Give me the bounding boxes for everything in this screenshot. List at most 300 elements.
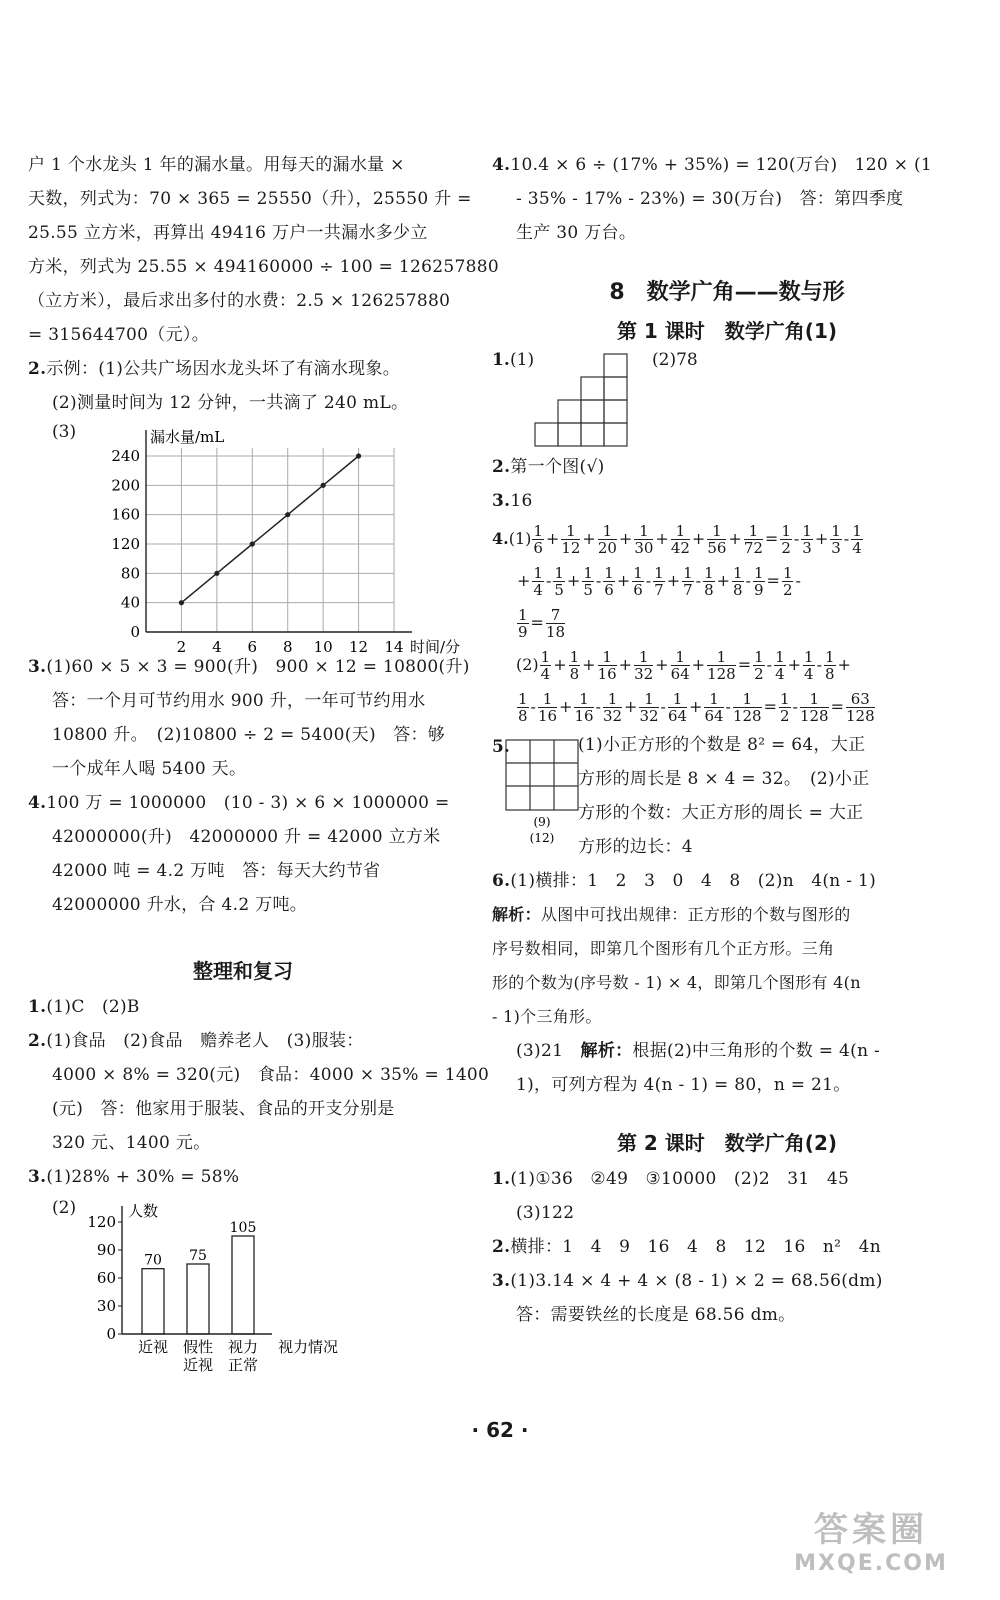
numerator: 7: [546, 607, 565, 624]
operator: +: [837, 655, 851, 674]
data-label: 75: [189, 1248, 207, 1264]
denominator: 7: [654, 581, 664, 599]
data-point: [285, 512, 290, 517]
text: 10.4 × 6 ÷ (17% + 35%) = 120(万台) 120 × (1: [510, 155, 933, 175]
fraction: [682, 565, 694, 598]
y-tick-label: 30: [96, 1297, 116, 1315]
line-chart-figure: [28, 420, 461, 656]
operator: +: [566, 571, 581, 590]
part-label: (1): [510, 350, 535, 370]
denominator: 128: [707, 665, 736, 683]
fraction: [671, 649, 690, 682]
text-line: 户 1 个水龙头 1 年的漏水量。用每天的漏水量 ×: [28, 155, 405, 175]
numerator: 1: [533, 522, 543, 540]
numerator: 1: [603, 691, 622, 708]
denominator: 2: [754, 665, 764, 683]
text: (1)食品 (2)食品 赡养老人 (3)服装：: [46, 1031, 364, 1051]
page-number: · 62 ·: [471, 1418, 529, 1442]
lesson1-question-2: [492, 450, 962, 484]
text: (1)①36 ②49 ③10000 (2)2 31 45: [510, 1169, 850, 1189]
text-line: 方米，列式为 25.55 × 494160000 ÷ 100 = 126257880: [28, 257, 499, 277]
analysis-label: 解析：: [492, 905, 541, 924]
denominator: 12: [561, 539, 581, 557]
denominator: 5: [554, 581, 564, 599]
denominator: 32: [639, 707, 659, 725]
y-tick-label: 90: [96, 1241, 116, 1259]
numerator: 1: [598, 649, 617, 666]
left-column: [28, 148, 499, 1384]
fraction: [598, 523, 617, 556]
numerator: 1: [831, 522, 841, 540]
denominator: 16: [574, 707, 594, 725]
numerator: 1: [540, 648, 551, 666]
text-line: (1)小正方形的个数是 8² = 64，大正: [578, 735, 866, 755]
operator: -: [795, 571, 801, 590]
fraction: [634, 523, 653, 556]
denominator: 128: [732, 707, 762, 725]
denominator: 9: [753, 581, 764, 599]
operator: -: [816, 655, 822, 674]
numerator: 1: [633, 564, 643, 582]
operator: -: [843, 529, 850, 548]
text: (1)60 × 5 × 3 = 900(升) 900 × 12 = 10800(升): [46, 657, 470, 677]
fraction: [800, 691, 829, 724]
text-line: 10800 升。 (2)10800 ÷ 2 = 5400(天) 答：够: [52, 725, 446, 745]
numerator: 1: [800, 691, 829, 708]
text-line: (3)122: [516, 1203, 575, 1223]
denominator: 2: [782, 581, 793, 599]
data-label: 70: [144, 1252, 162, 1269]
denominator: 20: [597, 539, 617, 557]
operator: -: [545, 571, 552, 590]
fraction: [704, 691, 723, 724]
series-line: [181, 456, 358, 603]
operator: -: [695, 571, 702, 590]
part-label: (1): [508, 529, 532, 548]
operator: +: [666, 571, 681, 590]
fraction: [532, 565, 544, 598]
text-line: [492, 898, 962, 932]
question-number: 6.: [492, 871, 511, 891]
denominator: 64: [667, 707, 688, 725]
text-line: 25.55 立方米，再算出 49416 万户一共漏水多少立: [28, 223, 428, 243]
fraction: [553, 565, 565, 598]
denominator: 8: [824, 665, 835, 683]
text-line: (2)测量时间为 12 分钟，一共滴了 240 mL。: [52, 393, 409, 413]
y-tick-label: 40: [120, 593, 140, 612]
review-question-1: [28, 990, 458, 1024]
line-chart: [28, 420, 461, 656]
lesson1-question-3: [492, 484, 962, 518]
operator: =: [830, 697, 844, 716]
operator: -: [766, 655, 773, 674]
question-number: 1.: [492, 350, 510, 370]
denominator: 6: [604, 581, 614, 599]
fraction: [780, 523, 792, 556]
y-tick-label: 80: [120, 564, 140, 583]
fraction: [653, 565, 665, 598]
fraction: [582, 565, 594, 598]
numerator: 1: [754, 648, 764, 666]
denominator: 4: [533, 581, 543, 599]
fraction: [744, 523, 763, 556]
denominator: 56: [707, 539, 727, 557]
operator: +: [553, 655, 567, 674]
question-number: 3.: [28, 657, 47, 677]
fraction-equations: [492, 518, 962, 728]
numerator: 1: [704, 691, 723, 708]
denominator: 128: [846, 707, 875, 725]
fraction: [634, 649, 653, 682]
question-number: 3.: [28, 1167, 47, 1187]
numerator: 1: [782, 564, 793, 582]
data-point: [179, 600, 184, 605]
denominator: 4: [775, 665, 785, 683]
x-tick-label: 6: [247, 638, 258, 656]
category-label: 假性: [182, 1338, 214, 1356]
operator: -: [595, 571, 602, 590]
part-label: (2): [516, 655, 539, 674]
lesson1-question-1: [492, 350, 962, 450]
numerator: 1: [802, 522, 812, 540]
denominator: 42: [670, 539, 690, 557]
text-line: (元) 答：他家用于服装、食品的开支分别是: [52, 1099, 395, 1119]
bar: [187, 1264, 209, 1334]
y-tick-label: 60: [96, 1269, 116, 1287]
review-question-2: [28, 1024, 458, 1058]
denominator: 32: [634, 665, 654, 683]
denominator: 64: [704, 707, 724, 725]
numerator: 1: [639, 691, 658, 708]
y-tick-label: 120: [87, 1213, 116, 1231]
text: 从图中可找出规律：正方形的个数与图形的: [540, 905, 851, 924]
fraction: [538, 691, 557, 724]
denominator: 18: [545, 623, 566, 641]
fraction: [733, 691, 762, 724]
text-line: 生产 30 万台。: [516, 223, 637, 243]
lesson-title: 第 1 课时 数学广角(1): [616, 319, 838, 343]
fraction: [639, 691, 658, 724]
figure-label: (9): [533, 815, 551, 829]
operator: +: [559, 697, 573, 716]
denominator: 8: [733, 581, 743, 599]
text-line: 答：需要铁丝的长度是 68.56 dm。: [516, 1305, 796, 1325]
text: (1)横排：1 2 3 0 4 8 (2)n 4(n - 1): [510, 871, 877, 891]
answer-text: (2)78: [652, 350, 698, 370]
fraction: [803, 649, 815, 682]
fraction: [598, 649, 617, 682]
denominator: 16: [597, 665, 617, 683]
text: (1)3.14 × 4 + 4 × (8 - 1) × 2 = 68.56(dm): [510, 1271, 883, 1291]
numerator: 1: [533, 564, 543, 582]
fraction: [517, 691, 529, 724]
question-number: 3.: [492, 491, 511, 511]
fraction-row: [492, 644, 962, 686]
text-line: 答：一个月可节约用水 900 升，一年可节约用水: [52, 691, 426, 711]
operator: +: [582, 529, 596, 548]
x-tick-label: 14: [384, 638, 404, 656]
fraction-row: [492, 518, 962, 560]
x-tick-label: 10: [313, 638, 333, 656]
question-number: 4.: [492, 155, 511, 175]
operator: -: [530, 697, 536, 716]
bar: [232, 1236, 254, 1334]
text: 第一个图(√): [510, 457, 605, 477]
numerator: 1: [704, 564, 714, 582]
data-label: 105: [229, 1220, 257, 1236]
operator: +: [691, 655, 706, 674]
text-line: 42000000(升) 42000000 升 = 42000 立方米: [52, 827, 441, 847]
denominator: 6: [633, 581, 643, 599]
text: (1)C (2)B: [46, 997, 140, 1017]
question-4: [28, 786, 458, 820]
y-tick-label: 160: [111, 505, 140, 524]
numerator: 1: [518, 690, 528, 708]
fraction-row: [492, 686, 962, 728]
fraction: [569, 649, 581, 682]
denominator: 72: [743, 539, 763, 557]
y-axis-label: 漏水量/mL: [150, 428, 225, 446]
text: 横排：1 4 9 16 4 8 12 16 n² 4n: [510, 1237, 881, 1257]
denominator: 3: [831, 539, 841, 557]
text-line: （立方米），最后求出多付的水费：2.5 × 126257880: [28, 291, 451, 311]
operator: +: [691, 529, 706, 548]
fraction: [846, 691, 875, 724]
question-number: 4.: [492, 529, 509, 548]
text-line: 42000000 升水，合 4.2 万吨。: [52, 895, 308, 915]
denominator: 64: [670, 665, 690, 683]
numerator: 1: [733, 564, 743, 582]
category-label: 正常: [227, 1356, 259, 1374]
fraction: [540, 649, 552, 682]
fraction: [603, 691, 622, 724]
fraction: [782, 565, 794, 598]
fraction: [603, 565, 615, 598]
operator: -: [792, 697, 798, 716]
text-line: 一个成年人喝 5400 天。: [52, 759, 247, 779]
data-point: [214, 571, 219, 576]
text-line: 方形的边长：4: [578, 837, 693, 857]
fraction: [779, 691, 791, 724]
text-line: = 315644700（元）。: [28, 325, 209, 345]
fraction: [671, 523, 690, 556]
denominator: 8: [569, 665, 580, 683]
numerator: 63: [846, 691, 875, 708]
fraction: [517, 607, 529, 640]
operator: -: [793, 529, 800, 548]
numerator: 1: [604, 564, 614, 582]
text-line: 320 元、1400 元。: [52, 1133, 211, 1153]
text-line: 4000 × 8% = 320(元) 食品：4000 × 35% = 1400: [52, 1065, 490, 1085]
denominator: 4: [540, 665, 551, 683]
operator: +: [814, 529, 829, 548]
fraction: [753, 565, 765, 598]
fraction: [824, 649, 836, 682]
text: (1)28% + 30% = 58%: [46, 1167, 240, 1187]
operator: +: [624, 697, 638, 716]
numerator: 1: [574, 691, 593, 708]
operator: +: [616, 571, 631, 590]
operator: +: [582, 655, 596, 674]
x-axis-label: 视力情况: [278, 1338, 339, 1356]
numerator: 1: [707, 649, 736, 666]
fraction-row: [492, 560, 962, 602]
question-number: 2.: [28, 1031, 47, 1051]
fraction: [707, 649, 736, 682]
fraction: [830, 523, 842, 556]
operator: =: [764, 529, 779, 548]
operator: -: [660, 697, 666, 716]
numerator: 1: [668, 691, 687, 708]
category-label: 视力: [227, 1338, 259, 1356]
numerator: 1: [744, 523, 763, 540]
operator: -: [725, 697, 731, 716]
question-number: 5.: [492, 737, 510, 757]
operator: -: [645, 571, 652, 590]
staircase-figure: [536, 350, 646, 450]
watermark-text: MXQE.COM: [794, 1551, 948, 1576]
operator: =: [763, 697, 777, 716]
operator: =: [737, 655, 752, 674]
part-label: (2): [52, 1198, 77, 1218]
numerator: 1: [583, 564, 593, 582]
y-tick-label: 240: [111, 447, 140, 465]
fraction: [801, 523, 813, 556]
text-line: - 1)个三角形。: [492, 1007, 602, 1026]
operator: +: [517, 571, 531, 590]
text-line: [492, 1034, 962, 1068]
denominator: 8: [704, 581, 714, 599]
y-axis-label: 人数: [128, 1202, 159, 1220]
y-tick-label: 200: [111, 476, 140, 495]
operator: +: [655, 655, 669, 674]
right-column: [492, 148, 962, 1332]
denominator: 30: [634, 539, 654, 557]
denominator: 4: [804, 665, 814, 683]
operator: +: [689, 697, 703, 716]
fraction: [732, 565, 744, 598]
numerator: 1: [852, 522, 862, 540]
numerator: 1: [671, 523, 690, 540]
bar: [142, 1269, 164, 1334]
numerator: 1: [561, 523, 580, 540]
question-number: 2.: [492, 1237, 511, 1257]
text-line: 序号数相同，即第几个图形有几个正方形。三角: [492, 939, 835, 958]
text: 16: [510, 491, 533, 511]
denominator: 8: [518, 707, 528, 725]
numerator: 1: [781, 522, 791, 540]
figure-label: (12): [529, 831, 555, 845]
lesson2-question-2: [492, 1230, 962, 1264]
denominator: 2: [781, 539, 791, 557]
text: 示例：(1)公共广场因水龙头坏了有滴水现象。: [46, 359, 401, 379]
operator: +: [728, 529, 742, 548]
watermark-logo: [766, 1502, 976, 1582]
text-line: 方形的个数：大正方形的周长 = 大正: [578, 803, 864, 823]
numerator: 1: [804, 648, 814, 666]
text: 根据(2)中三角形的个数 = 4(n -: [632, 1041, 881, 1061]
text-line: 形的个数为(序号数 - 1) × 4，即第几个图形有 4(n: [492, 973, 861, 992]
numerator: 1: [538, 691, 557, 708]
bar-chart: [28, 1194, 428, 1384]
fraction: [546, 607, 565, 640]
operator: +: [787, 655, 802, 674]
text-line: 天数，列式为：70 × 365 = 25550（升），25550 升 =: [28, 189, 472, 209]
question-number: 3.: [492, 1271, 511, 1291]
text: 100 万 = 1000000 (10 - 3) × 6 × 1000000 =: [46, 793, 450, 813]
question-2: [28, 352, 458, 386]
lesson2-question-3: [492, 1264, 962, 1298]
fraction: [774, 649, 786, 682]
numerator: 1: [554, 564, 564, 582]
analysis-label: 解析：: [580, 1041, 633, 1061]
fraction: [753, 649, 765, 682]
numerator: 1: [753, 564, 764, 582]
text-line: 方形的周长是 8 × 4 = 32。 (2)小正: [578, 769, 870, 789]
numerator: 1: [518, 606, 528, 624]
numerator: 1: [824, 648, 835, 666]
x-axis-label: 时间/分: [410, 638, 461, 656]
numerator: 1: [598, 523, 617, 540]
denominator: 32: [602, 707, 623, 725]
operator: =: [530, 613, 544, 632]
watermark-text: 答案圈: [814, 1510, 928, 1550]
question-number: 4.: [28, 793, 47, 813]
text-line: 42000 吨 = 4.2 万吨 答：每天大约节省: [52, 861, 381, 881]
x-tick-label: 4: [212, 638, 222, 656]
numerator: 1: [671, 649, 690, 666]
category-label: 近视: [182, 1356, 214, 1374]
operator: +: [545, 529, 560, 548]
question-number: 1.: [28, 997, 47, 1017]
denominator: 5: [583, 581, 593, 599]
denominator: 6: [533, 539, 543, 557]
lesson2-question-1: [492, 1162, 962, 1196]
denominator: 9: [518, 623, 528, 641]
denominator: 4: [852, 539, 862, 557]
lesson-title: 第 2 课时 数学广角(2): [616, 1131, 838, 1155]
denominator: 128: [799, 707, 829, 725]
numerator: 1: [733, 691, 762, 708]
fraction: [668, 691, 687, 724]
numerator: 1: [654, 564, 664, 582]
question-number: 1.: [492, 1169, 511, 1189]
fraction: [561, 523, 580, 556]
numerator: 1: [634, 523, 653, 540]
y-tick-label: 120: [111, 535, 140, 553]
review-question-3: [28, 1160, 458, 1194]
numerator: 1: [707, 523, 726, 540]
data-point: [250, 541, 255, 546]
operator: +: [618, 655, 633, 674]
question-number: 2.: [492, 457, 511, 477]
numerator: 1: [683, 564, 693, 582]
data-point: [356, 453, 361, 458]
text-line: 1)，可列方程为 4(n - 1) = 80，n = 21。: [516, 1075, 851, 1095]
text: (3)21: [516, 1041, 581, 1061]
operator: +: [716, 571, 731, 590]
denominator: 2: [780, 707, 790, 725]
lesson1-question-6: [492, 864, 962, 898]
fraction: [851, 523, 863, 556]
question-4: [492, 148, 962, 182]
section-title: 整理和复习: [193, 959, 293, 983]
numerator: 1: [569, 648, 580, 666]
data-point: [321, 483, 326, 488]
denominator: 7: [683, 581, 693, 599]
numerator: 1: [780, 690, 790, 708]
x-tick-label: 12: [349, 638, 369, 656]
